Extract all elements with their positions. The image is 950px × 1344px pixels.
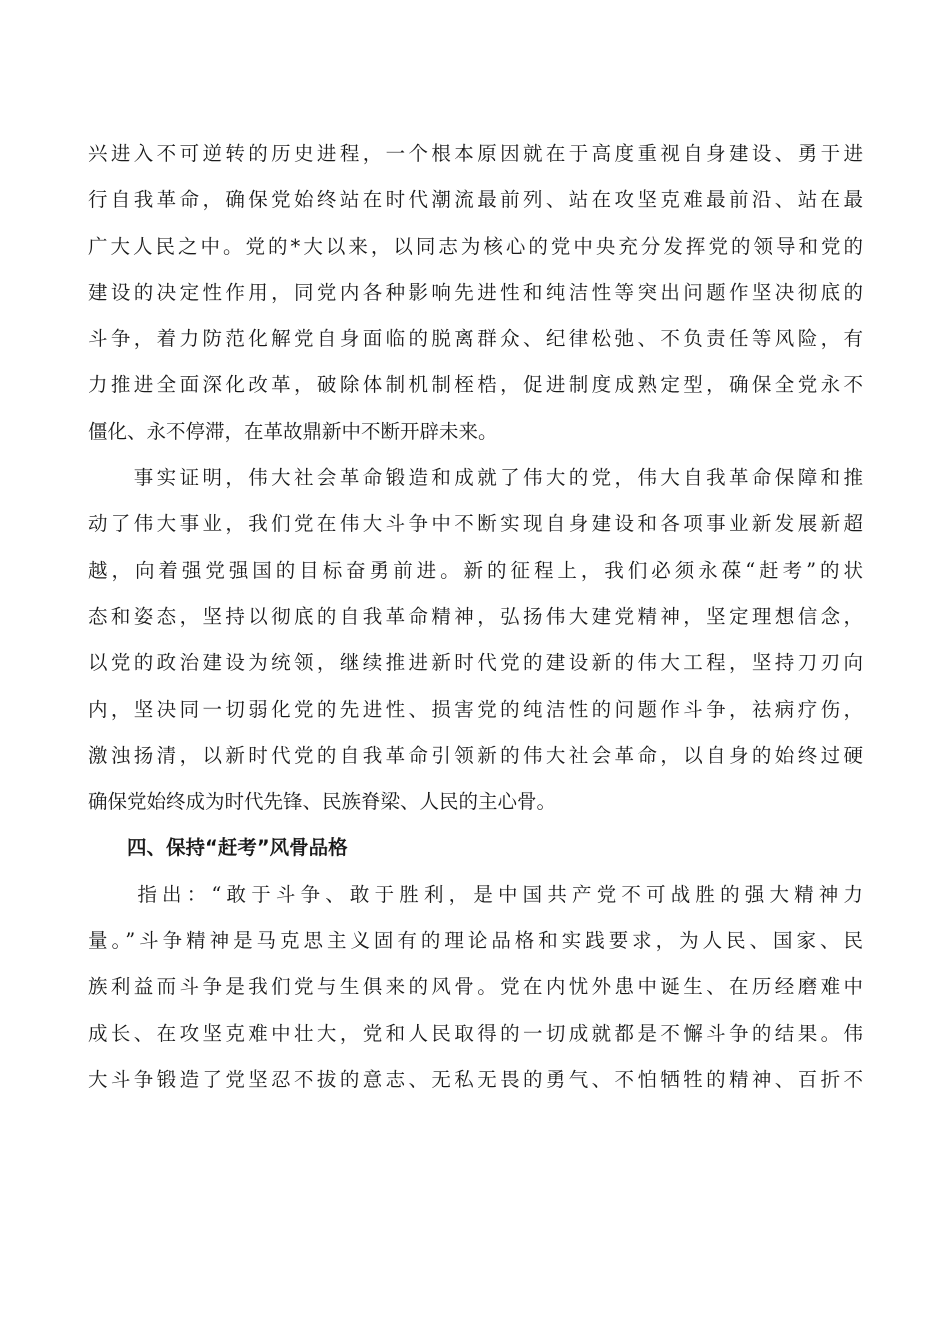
text-line: 斗争，着力防范化解党自身面临的脱离群众、纪律松弛、不负责任等风险，有 <box>88 327 863 351</box>
text-line: 事实证明，伟大社会革命锻造和成就了伟大的党，伟大自我革命保障和推 <box>88 466 863 490</box>
text-line: 力推进全面深化改革，破除体制机制桎梏，促进制度成熟定型，确保全党永不 <box>88 373 863 397</box>
text-line: 动了伟大事业，我们党在伟大斗争中不断实现自身建设和各项事业新发展新超 <box>88 512 863 536</box>
text-line: 量。”斗争精神是马克思主义固有的理论品格和实践要求，为人民、国家、民 <box>88 929 863 953</box>
text-line: 僵化、永不停滞，在革故鼎新中不断开辟未来。 <box>88 419 498 443</box>
section-heading <box>88 825 863 871</box>
text-line: 族利益而斗争是我们党与生俱来的风骨。党在内忧外患中诞生、在历经磨难中 <box>88 975 863 999</box>
text-line: 越，向着强党强国的目标奋勇前进。新的征程上，我们必须永葆“赶考”的状 <box>88 558 863 582</box>
text-line: 激浊扬清，以新时代党的自我革命引领新的伟大社会革命，以自身的始终过硬 <box>88 743 863 767</box>
text-line: 指出：“敢于斗争、敢于胜利，是中国共产党不可战胜的强大精神力 <box>88 882 863 906</box>
text-line: 成长、在攻坚克难中壮大，党和人民取得的一切成就都是不懈斗争的结果。伟 <box>88 1021 863 1045</box>
paragraph-2 <box>88 455 863 825</box>
paragraph-3 <box>88 872 863 1103</box>
text-line: 大斗争锻造了党坚忍不拔的意志、无私无畏的勇气、不怕牺牲的精神、百折不 <box>88 1067 863 1091</box>
text-line: 以党的政治建设为统领，继续推进新时代党的建设新的伟大工程，坚持刀刃向 <box>88 651 863 675</box>
section-heading-text: 四、保持“赶考”风骨品格 <box>127 836 348 860</box>
paragraph-1 <box>88 131 863 455</box>
text-line: 建设的决定性作用，同党内各种影响先进性和纯洁性等突出问题作坚决彻底的 <box>88 280 863 304</box>
document-body <box>88 131 863 1103</box>
text-line: 确保党始终成为时代先锋、民族脊梁、人民的主心骨。 <box>88 790 557 814</box>
text-line: 行自我革命，确保党始终站在时代潮流最前列、站在攻坚克难最前沿、站在最 <box>88 188 863 212</box>
text-line: 态和姿态，坚持以彻底的自我革命精神，弘扬伟大建党精神，坚定理想信念， <box>88 604 863 628</box>
text-line: 内，坚决同一切弱化党的先进性、损害党的纯洁性的问题作斗争，祛病疗伤， <box>88 697 863 721</box>
text-line: 广大人民之中。党的*大以来，以同志为核心的党中央充分发挥党的领导和党的 <box>88 234 863 258</box>
text-line: 兴进入不可逆转的历史进程，一个根本原因就在于高度重视自身建设、勇于进 <box>88 142 863 165</box>
